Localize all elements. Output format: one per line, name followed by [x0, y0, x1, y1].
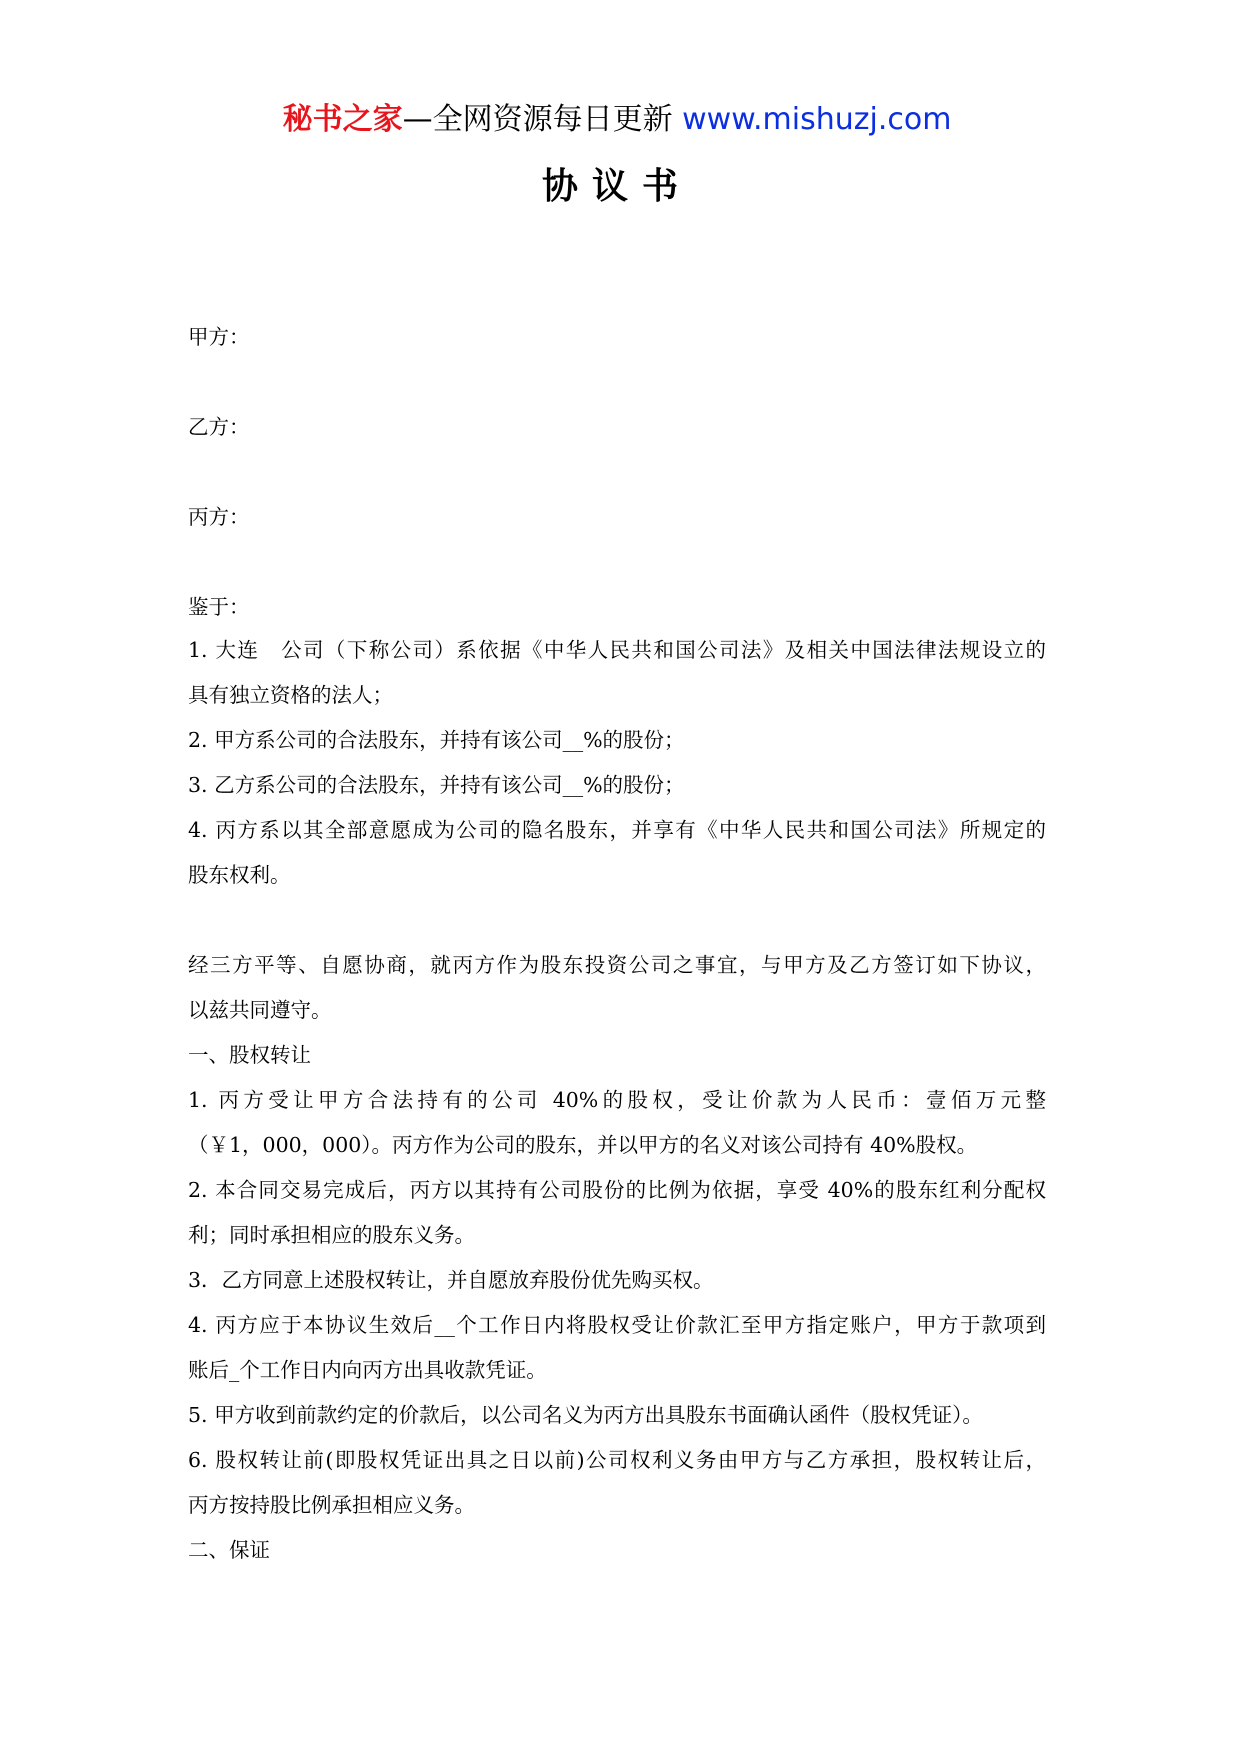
site-slogan: —全网资源每日更新 — [402, 102, 673, 137]
section-1-heading: 一、股权转让 — [188, 1043, 311, 1067]
section-1-item-4-line-1: 4. 丙方应于本协议生效后__个工作日内将股权受让价款汇至甲方指定账户，甲方于款项到 — [188, 1313, 1046, 1337]
preamble-line-1: 经三方平等、自愿协商，就丙方作为股东投资公司之事宜，与甲方及乙方签订如下协议， — [188, 953, 1046, 977]
party-c-label: 丙方： — [188, 505, 250, 529]
whereas-item-4-line-1: 4. 丙方系以其全部意愿成为公司的隐名股东，并享有《中华人民共和国公司法》所规定的 — [188, 818, 1046, 842]
party-b-label: 乙方： — [188, 415, 250, 439]
whereas-item-1-line-2: 具有独立资格的法人； — [188, 683, 393, 707]
document-title: 协议书 — [541, 165, 692, 207]
site-brand: 秘书之家 — [282, 102, 403, 137]
section-1-item-6-line-2: 丙方按持股比例承担相应义务。 — [188, 1493, 475, 1517]
section-1-item-3: 3．乙方同意上述股权转让，并自愿放弃股份优先购买权。 — [188, 1268, 714, 1292]
section-1-item-4-line-2: 账后_个工作日内向丙方出具收款凭证。 — [188, 1358, 547, 1382]
whereas-item-2: 2. 甲方系公司的合法股东，并持有该公司__%的股份； — [188, 728, 685, 752]
party-a-label: 甲方： — [188, 325, 250, 349]
section-1-item-1-line-1: 1. 丙方受让甲方合法持有的公司 40%的股权，受让价款为人民币：壹佰万元整 — [188, 1088, 1046, 1112]
whereas-item-3: 3. 乙方系公司的合法股东，并持有该公司__%的股份； — [188, 773, 685, 797]
preamble-line-2: 以兹共同遵守。 — [188, 998, 332, 1022]
site-header — [0, 100, 1234, 140]
section-1-item-2-line-2: 利；同时承担相应的股东义务。 — [188, 1223, 475, 1247]
site-url-link[interactable]: www.mishuzj.com — [682, 102, 952, 137]
section-1-item-6-line-1: 6. 股权转让前(即股权凭证出具之日以前)公司权利义务由甲方与乙方承担，股权转让后， — [188, 1448, 1046, 1472]
section-1-item-5: 5. 甲方收到前款约定的价款后，以公司名义为丙方出具股东书面确认函件（股权凭证）。 — [188, 1403, 983, 1427]
whereas-item-1-line-1: 1. 大连 公司（下称公司）系依据《中华人民共和国公司法》及相关中国法律法规设立的 — [188, 638, 1046, 662]
whereas-item-4-line-2: 股东权利。 — [188, 863, 291, 887]
section-1-item-2-line-1: 2. 本合同交易完成后，丙方以其持有公司股份的比例为依据，享受 40%的股东红利分配权 — [188, 1178, 1046, 1202]
whereas-heading: 鉴于： — [188, 595, 250, 619]
section-1-item-1-line-2: （￥1，000，000）。丙方作为公司的股东，并以甲方的名义对该公司持有 40%股权。 — [188, 1133, 978, 1157]
section-2-heading: 二、保证 — [188, 1538, 270, 1562]
